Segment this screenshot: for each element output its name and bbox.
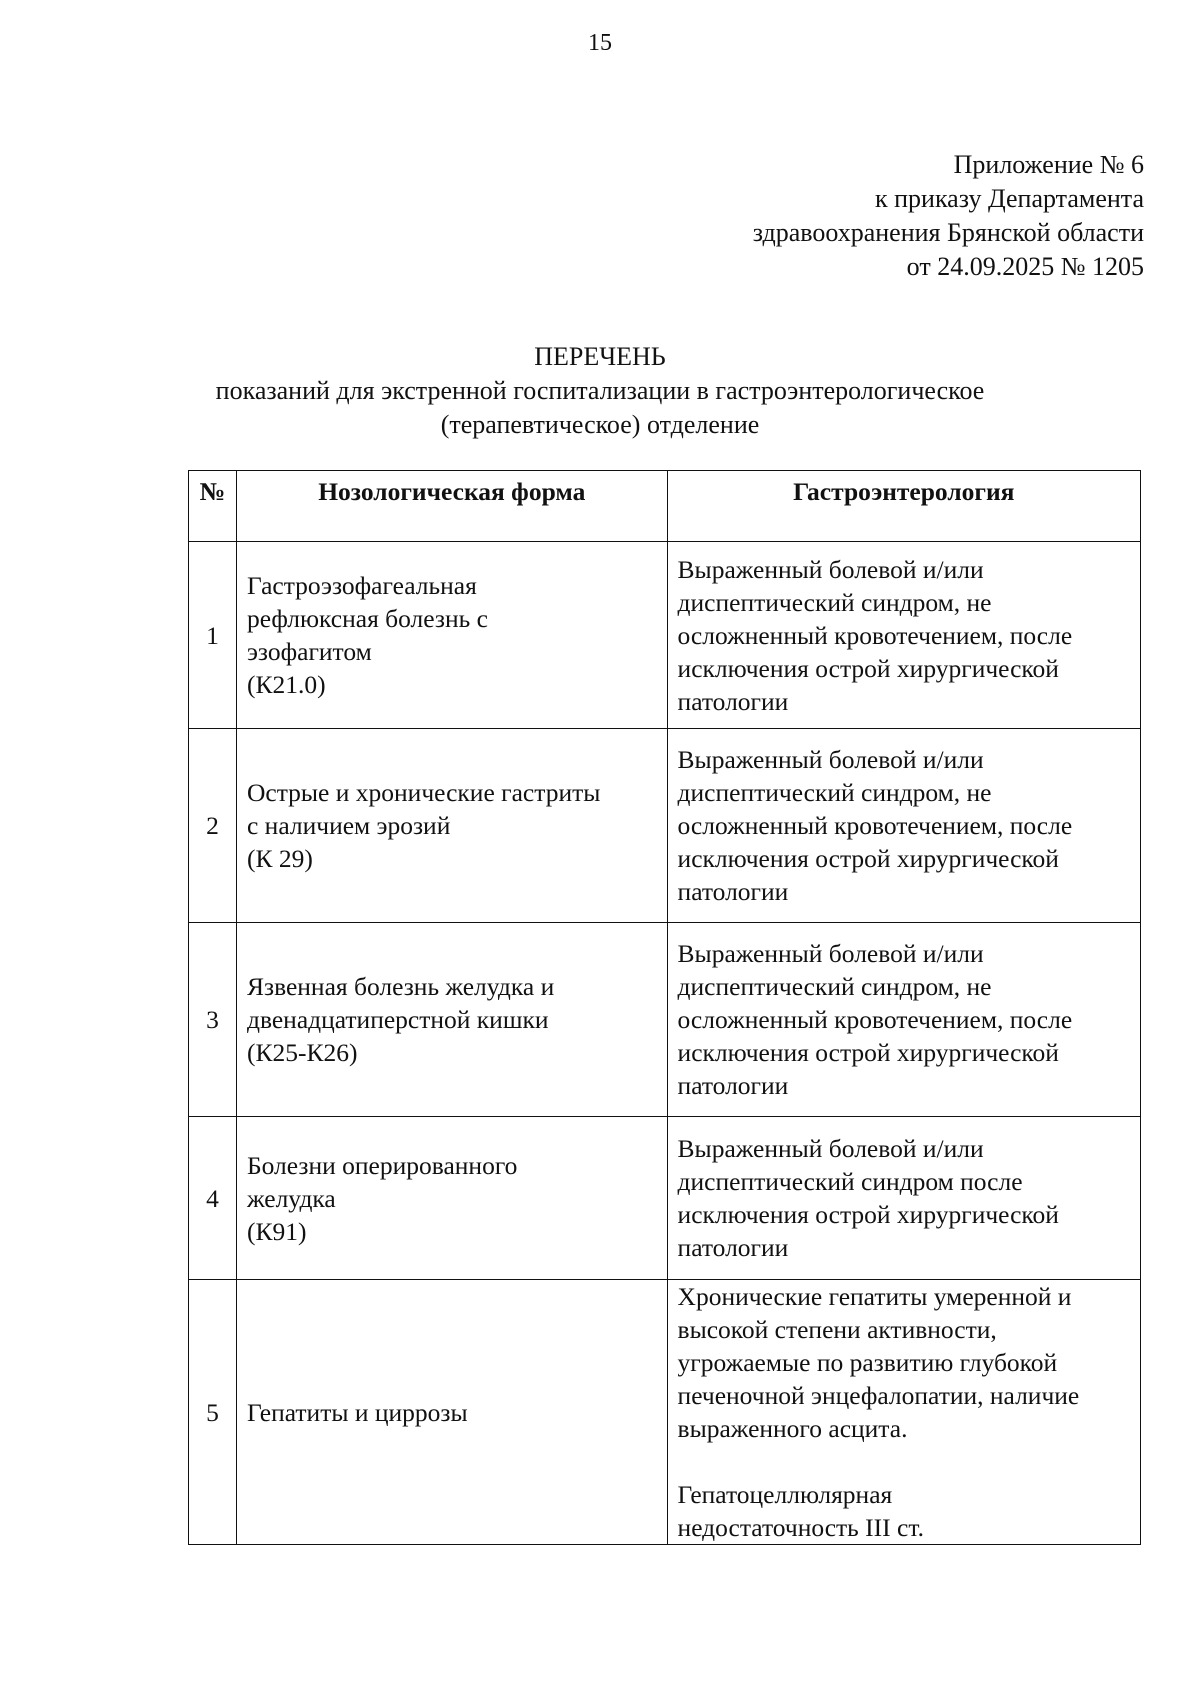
- cell-line: осложненный кровотечением, после: [677, 811, 1073, 840]
- cell-line: Выраженный болевой и/или: [677, 939, 984, 968]
- cell-line: Острые и хронические гастриты: [246, 778, 601, 807]
- table-row: [189, 1117, 1141, 1280]
- cell-line: желудка: [246, 1183, 336, 1213]
- paragraph-gap: [678, 1445, 1130, 1478]
- appendix-line: от 24.09.2025 № 1205: [906, 252, 1144, 281]
- appendix-line: Приложение № 6: [953, 150, 1144, 179]
- nosological-form-cell: [236, 729, 667, 923]
- cell-line: Выраженный болевой и/или: [677, 554, 984, 584]
- cell-line: диспептический синдром, не: [677, 778, 992, 807]
- document-subtitle: показаний для экстренной госпитализации в гастроэнтерологическое: [215, 376, 985, 405]
- document-heading: [0, 340, 1200, 442]
- cell-line: осложненный кровотечением, после: [677, 620, 1073, 650]
- cell-line: Хронические гепатиты умеренной и: [677, 1282, 1072, 1311]
- cell-line: печеночной энцефалопатии, наличие: [677, 1381, 1080, 1410]
- indications-table: [188, 470, 1141, 1545]
- cell-line: Выраженный болевой и/или: [677, 745, 984, 774]
- document-subtitle: (терапевтическое) отделение: [440, 410, 760, 439]
- table-row: [189, 542, 1141, 729]
- cell-line: патологии: [677, 1233, 789, 1262]
- row-number: 5: [189, 1280, 237, 1545]
- nosological-form-cell: [236, 542, 667, 729]
- cell-line: эзофагитом: [246, 637, 372, 666]
- table-row: [189, 1280, 1141, 1545]
- gastro-criteria-cell: [667, 542, 1140, 729]
- cell-line: высокой степени активности,: [677, 1315, 997, 1344]
- appendix-line: к приказу Департамента: [874, 184, 1144, 213]
- table-row: [189, 923, 1141, 1117]
- nosological-form-cell: [236, 1117, 667, 1280]
- appendix-block: [753, 148, 1144, 284]
- header-nosological-form: Нозологическая форма: [236, 471, 667, 542]
- cell-line: угрожаемые по развитию глубокой: [677, 1348, 1058, 1377]
- cell-line: патологии: [677, 877, 789, 906]
- cell-line: исключения острой хирургической: [677, 1038, 1059, 1067]
- header-gastroenterology: Гастроэнтерология: [667, 471, 1140, 542]
- table-row: [189, 729, 1141, 923]
- cell-line: осложненный кровотечением, после: [677, 1005, 1073, 1034]
- cell-line: рефлюксная болезнь с: [246, 604, 488, 633]
- nosological-form-cell: [236, 923, 667, 1117]
- cell-line: (К25-К26): [246, 1038, 358, 1067]
- row-number: 1: [189, 542, 237, 729]
- cell-line: Гепатоцеллюлярная: [677, 1480, 893, 1509]
- cell-line: (К21.0): [246, 670, 326, 699]
- cell-line: исключения острой хирургической: [677, 1200, 1059, 1229]
- gastro-criteria-cell: [667, 1280, 1140, 1545]
- document-title: ПЕРЕЧЕНЬ: [534, 342, 666, 371]
- header-num: №: [189, 471, 237, 542]
- nosological-form-cell: [236, 1280, 667, 1545]
- table-header-row: [189, 471, 1141, 542]
- cell-line: исключения острой хирургической: [677, 844, 1059, 873]
- cell-line: Язвенная болезнь желудка и: [246, 972, 555, 1001]
- cell-line: диспептический синдром, не: [677, 587, 992, 617]
- cell-line: диспептический синдром после: [677, 1167, 1023, 1196]
- cell-line: Выраженный болевой и/или: [677, 1134, 984, 1163]
- gastro-criteria-cell: [667, 1117, 1140, 1280]
- row-number: 2: [189, 729, 237, 923]
- gastro-criteria-cell: [667, 923, 1140, 1117]
- row-number: 4: [189, 1117, 237, 1280]
- cell-line: (К91): [246, 1216, 307, 1246]
- cell-line: недостаточность III ст.: [677, 1513, 924, 1542]
- cell-line: диспептический синдром, не: [677, 972, 992, 1001]
- appendix-line: здравоохранения Брянской области: [752, 218, 1144, 247]
- cell-line: с наличием эрозий: [246, 811, 451, 840]
- page-number: 15: [588, 30, 612, 56]
- cell-line: исключения острой хирургической: [677, 653, 1059, 683]
- cell-line: двенадцатиперстной кишки: [246, 1005, 549, 1034]
- cell-line: (К 29): [246, 844, 313, 873]
- gastro-criteria-cell: [667, 729, 1140, 923]
- cell-line: патологии: [677, 686, 789, 716]
- cell-line: патологии: [677, 1071, 789, 1100]
- cell-line: выраженного асцита.: [677, 1414, 908, 1443]
- cell-line: Гастроэзофагеальная: [246, 571, 477, 600]
- cell-line: Болезни оперированного: [246, 1150, 518, 1180]
- cell-line: Гепатиты и циррозы: [246, 1397, 468, 1427]
- row-number: 3: [189, 923, 237, 1117]
